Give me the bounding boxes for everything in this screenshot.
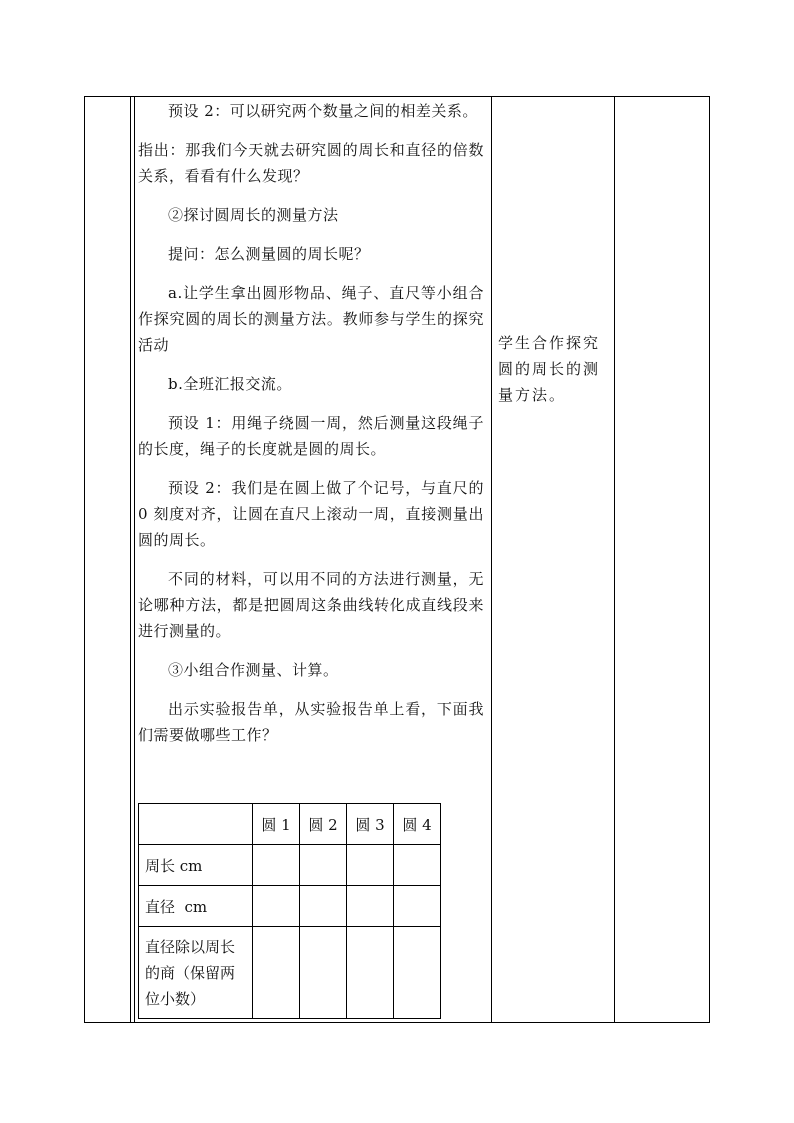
table-header-cell: 圆 4 bbox=[394, 804, 441, 845]
table-cell[interactable] bbox=[253, 927, 300, 1019]
paragraph: 预设 1：用绳子绕圆一周，然后测量这段绳子的长度，绳子的长度就是圆的周长。 bbox=[138, 414, 484, 458]
table-cell[interactable] bbox=[347, 886, 394, 927]
table-cell[interactable] bbox=[394, 845, 441, 886]
table-cell[interactable] bbox=[253, 845, 300, 886]
row-label: 周长 cm bbox=[139, 845, 253, 886]
table-col-border bbox=[491, 96, 492, 1023]
table-cell[interactable] bbox=[394, 886, 441, 927]
table-cell[interactable] bbox=[300, 845, 347, 886]
paragraph: 指出：那我们今天就去研究圆的周长和直径的倍数关系，看看有什么发现？ bbox=[138, 141, 484, 185]
paragraph: ③小组合作测量、计算。 bbox=[168, 661, 339, 679]
table-col-border bbox=[84, 96, 85, 1023]
table-bottom-border bbox=[84, 1022, 710, 1023]
table-row bbox=[139, 845, 441, 886]
table-cell bbox=[139, 804, 253, 845]
table-cell[interactable] bbox=[253, 886, 300, 927]
paragraph: 提问：怎么测量圆的周长呢？ bbox=[168, 245, 370, 263]
paragraph: 预设 2：可以研究两个数量之间的相差关系。 bbox=[168, 102, 478, 120]
table-cell[interactable] bbox=[347, 845, 394, 886]
table-cell[interactable] bbox=[300, 886, 347, 927]
paragraph: b.全班汇报交流。 bbox=[168, 375, 292, 393]
table-cell[interactable] bbox=[347, 927, 394, 1019]
table-cell[interactable] bbox=[300, 927, 347, 1019]
table-col-border bbox=[134, 96, 135, 1023]
teaching-process-cell bbox=[138, 96, 484, 748]
paragraph: ②探讨圆周长的测量方法 bbox=[168, 206, 339, 224]
table-col-border bbox=[614, 96, 615, 1023]
table-header-cell: 圆 2 bbox=[300, 804, 347, 845]
table-row bbox=[139, 927, 441, 1019]
table-col-border bbox=[130, 96, 131, 1023]
table-row bbox=[139, 886, 441, 927]
row-label: 直径 cm bbox=[139, 886, 253, 927]
paragraph: a.让学生拿出圆形物品、绳子、直尺等小组合作探究圆的周长的测量方法。教师参与学生的探究活动 bbox=[138, 284, 484, 354]
table-header-cell: 圆 3 bbox=[347, 804, 394, 845]
experiment-report-table bbox=[138, 803, 441, 1019]
student-activity-text: 学生合作探究圆的周长的测量方法。 bbox=[498, 334, 601, 404]
table-header-cell: 圆 1 bbox=[253, 804, 300, 845]
table-col-border bbox=[709, 96, 710, 1023]
paragraph: 预设 2：我们是在圆上做了个记号，与直尺的 0 刻度对齐，让圆在直尺上滚动一周，直接测量出圆的周长。 bbox=[138, 479, 484, 549]
paragraph: 出示实验报告单，从实验报告单上看，下面我们需要做哪些工作？ bbox=[138, 700, 484, 744]
row-label: 直径除以周长的商（保留两位小数） bbox=[139, 927, 253, 1019]
paragraph: 不同的材料，可以用不同的方法进行测量，无论哪种方法，都是把圆周这条曲线转化成直线段来进行测量的。 bbox=[138, 570, 484, 640]
table-row bbox=[139, 804, 441, 845]
table-cell[interactable] bbox=[394, 927, 441, 1019]
